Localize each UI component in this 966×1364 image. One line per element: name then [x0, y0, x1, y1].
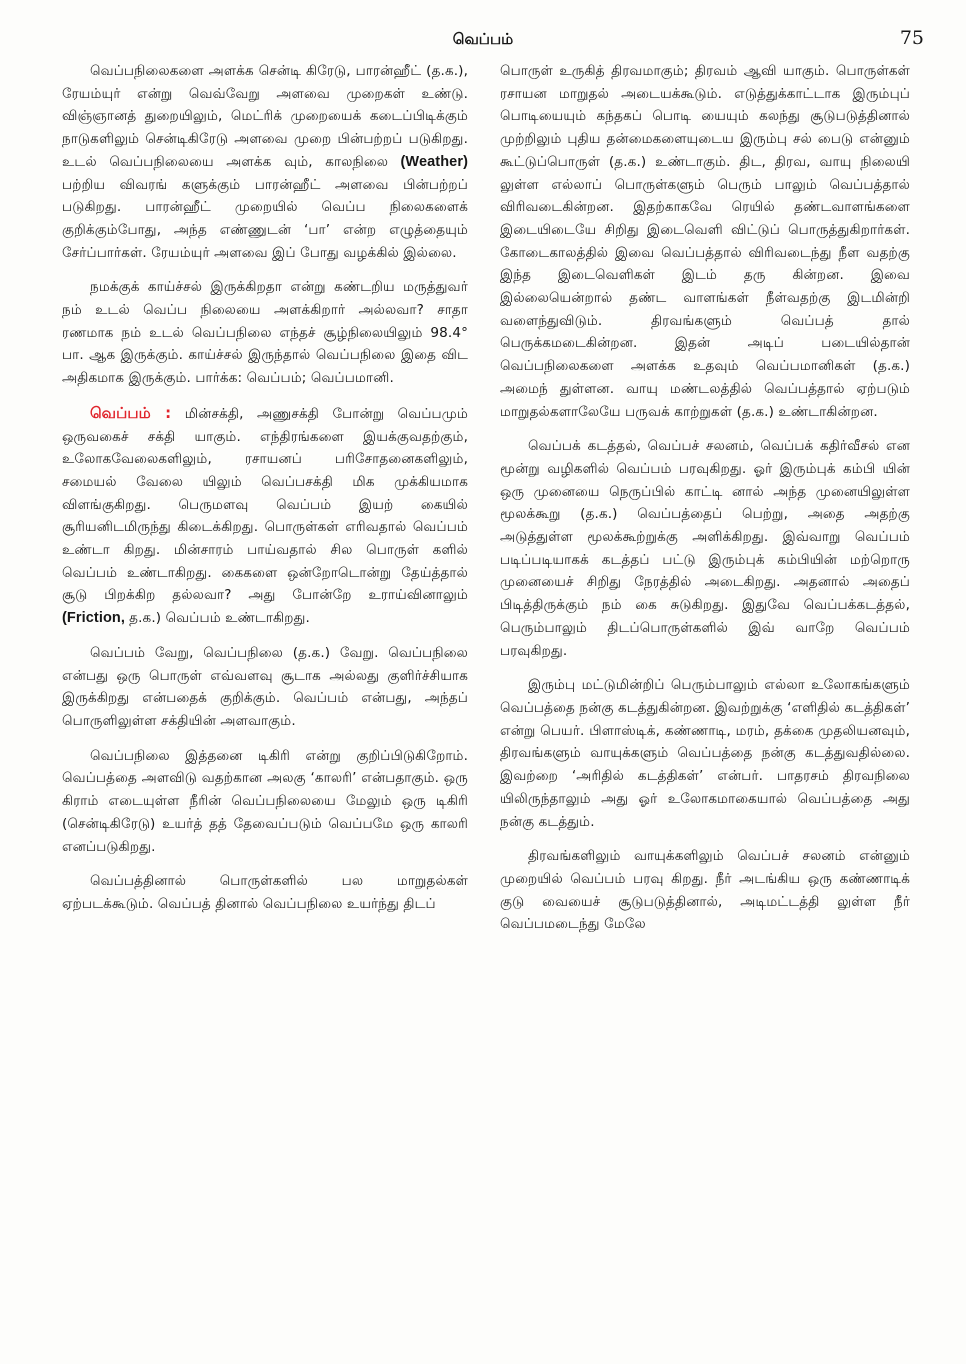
running-head: வெப்பம்: [452, 30, 514, 48]
paragraph-text: திரவங்களிலும் வாயுக்களிலும் வெப்பச் சலனம் என்னும் முறையில் வெப்பம் பரவு கிறது. நீர் அடங்கிய ஒரு கண்ணாடிக் குடு வையைச் சூடுபடுத்தினால், அடிமட்டத்தி லுள்ள நீர் வெப்பமடைந்து மேலே: [500, 848, 910, 933]
paragraph: [62, 745, 468, 859]
paragraph: [62, 642, 468, 733]
paragraph: [500, 435, 910, 662]
paragraph-text: இரும்பு மட்டுமின்றிப் பெரும்பாலும் எல்லா உலோகங்களும் வெப்பத்தை நன்கு கடத்துகின்றன. இவற்றுக்கு ‘எளிதில் கடத்திகள்’ என்று பெயர். பிளாஸ்டிக், கண்ணாடி, மரம், தக்கை முதலியனவும், திரவங்களும் வாயுக்களும் வெப்பத்தை நன்கு கடத்துவதில்லை. இவற்றை ‘அரிதில் கடத்திகள்’ என்பர். பாதரசம் திரவநிலை யிலிருந்தாலும் அது ஓர் உலோகமாகையால் வெப்பத்தை அது நன்கு கடத்தும்.: [500, 677, 910, 830]
left-column: [62, 60, 468, 928]
paragraph-text: வெப்பம் வேறு, வெப்பநிலை (த.க.) வேறு. வெப்பநிலை என்பது ஒரு பொருள் எவ்வளவு சூடாக அல்லது குளிர்ச்சியாக இருக்கிறது என்பதைக் குறிக்கும். வெப்பம் என்பது, அந்தப் பொருளிலுள்ள சக்தியின் அளவாகும்.: [62, 644, 468, 729]
paragraph-text: த.க.) வெப்பம் உண்டாகிறது.: [129, 610, 310, 627]
paragraph-text: வெப்பக் கடத்தல், வெப்பச் சலனம், வெப்பக் கதிர்வீசல் என மூன்று வழிகளில் வெப்பம் பரவுகிறது. ஓர் இரும்புக் கம்பி யின் ஒரு முனையை நெருப்பில் காட்டி னால் அந்த முனையிலுள்ள மூலக்கூறு (த.க.) வெப்பத்தைப் பெற்று, அதை அதற்கு அடுத்துள்ள மூலக்கூற்றுக்கு அளிக்கிறது. இவ்வாறு வெப்பம் படிப்படியாகக் கடத்தப் பட்டு இரும்புக் கம்பியின் மற்றொரு முனையைச் சிறிது நேரத்தில் அடைகிறது. அதனால் அதைப் பிடித்திருக்கும் நம் கை சுடுகிறது. இதுவே வெப்பக்கடத்தல், பெரும்பாலும் திடப்பொருள்களில் இவ் வாறே வெப்பம் பரவுகிறது.: [500, 438, 910, 659]
paragraph: [62, 276, 468, 390]
paragraph: [62, 402, 468, 630]
entry-headword: வெப்பம் :: [90, 403, 172, 422]
paragraph-text: வெப்பத்தினால் பொருள்களில் பல மாறுதல்கள் ஏற்படக்கூடும். வெப்பத் தினால் வெப்பநிலை உயர்ந்து திடப்: [62, 873, 468, 912]
paragraph: [62, 60, 468, 264]
latin-term: (Weather): [388, 153, 468, 170]
paragraph-text: நமக்குக் காய்ச்சல் இருக்கிறதா என்று கண்டறிய மருத்துவர் நம் உடல் வெப்ப நிலையை அளக்கிறார் அல்லவா? சாதா ரணமாக நம் உடல் வெப்பநிலை எந்தச் சூழ்நிலையிலும் 98.4° பா. ஆக இருக்கும். காய்ச்சல் இருந்தால் வெப்பநிலை இதை விட அதிகமாக இருக்கும். பார்க்க: வெப்பம்; வெப்பமானி.: [62, 279, 468, 387]
right-column: [500, 60, 910, 948]
latin-term: (Friction,: [62, 610, 130, 627]
paragraph-text: பொருள் உருகித் திரவமாகும்; திரவம் ஆவி யாகும். பொருள்கள் ரசாயன மாறுதல் அடையக்கூடும். எடுத்துக்காட்டாக இரும்புப் பொடியையும் கந்தகப் பொடி யையும் கலந்து சூடுபடுத்தினால் முற்றிலும் புதிய தன்மைகளையுடைய இரும்பு சல் பைடு என்னும் கூட்டுப்பொருள் (த.க.) உண்டாகும். திட, திரவ, வாயு நிலையி லுள்ள எல்லாப் பொருள்களும் பெரும் பாலும் வெப்பத்தால் விரிவடைகின்றன. இதற்காகவே ரெயில் தண்டவாளங்களை இடையிடையே சிறிது இடைவெளி விட்டுப் பொருத்துகிறார்கள். கோடைகாலத்தில் இவை வெப்பத்தால் விரிவடைந்து நீள வதற்கு இந்த இடைவெளிகள் இடம் தரு கின்றன. இவை இல்லையென்றால் தண்ட வாளங்கள் நீள்வதற்கு இடமின்றி வளைந்துவிடும். திரவங்களும் வெப்பத் தால் பெருக்கமடைகின்றன. இதன் அடிப் படையில்தான் வெப்பநிலைகளை அளக்க உதவும் வெப்பமானிகள் (த.க.) அமைந் துள்ளன. வாயு மண்டலத்தில் வெப்பத்தால் ஏற்படும் மாறுதல்களாலேயே பருவக் காற்றுகள் (த.க.) உண்டாகின்றன.: [500, 63, 910, 420]
paragraph: [500, 60, 910, 423]
paragraph: [62, 870, 468, 915]
paragraph-text: மின்சக்தி, அணுசக்தி போன்று வெப்பமும் ஒருவகைச் சக்தி யாகும். எந்திரங்களை இயக்குவதற்கும், உலோகவேலைகளிலும், ரசாயனப் பரிசோதனைகளிலும், சமையல் வேலை யிலும் வெப்பசக்தி மிக முக்கியமாக விளங்குகிறது. பெருமளவு வெப்பம் இயற் கையில் சூரியனிடமிருந்து கிடைக்கிறது. பொருள்கள் எரிவதால் வெப்பம் உண்டா கிறது. மின்சாரம் பாய்வதால் சில பொருள் களில் வெப்பம் உண்டாகிறது. கைகளை ஒன்றோடொன்று தேய்த்தால் சூடு பிறக்கிற தல்லவா? அது போன்றே உராய்வினாலும்: [62, 405, 468, 604]
paragraph-text: பற்றிய விவரங் களுக்கும் பாரன்ஹீட் அளவை பின்பற்றப் படுகிறது. பாரன்ஹீட் முறையில் வெப்ப நிலைகளைக் குறிக்கும்போது, அந்த எண்ணுடன் ‘பா’ என்ற எழுத்தையும் சேர்ப்பார்கள். ரேயம்யுர் அளவை இப் போது வழக்கில் இல்லை.: [62, 176, 468, 261]
paragraph: [500, 845, 910, 936]
paragraph-text: வெப்பநிலைகளை அளக்க சென்டி கிரேடு, பாரன்ஹீட் (த.க.), ரேயம்யுர் என்று வெவ்வேறு அளவை முறைகள் உண்டு. விஞ்ஞானத் துறையிலும், மெட்ரிக் முறையைக் கடைப்பிடிக்கும் நாடுகளிலும் சென்டிகிரேடு அளவை முறை பின்பற்றப் படுகிறது. உடல் வெப்பநிலையை அளக்க வும், காலநிலை: [62, 63, 468, 170]
paragraph-text: வெப்பநிலை இத்தனை டிகிரி என்று குறிப்பிடுகிறோம். வெப்பத்தை அளவிடு வதற்கான அலகு ‘காலரி’ என்பதாகும். ஒரு கிராம் எடையுள்ள நீரின் வெப்பநிலையை மேலும் ஒரு டிகிரி (சென்டிகிரேடு) உயர்த் தத் தேவைப்படும் வெப்பமே ஒரு காலரி எனப்படுகிறது.: [62, 747, 468, 855]
page-number: 75: [899, 27, 924, 49]
paragraph: [500, 674, 910, 833]
